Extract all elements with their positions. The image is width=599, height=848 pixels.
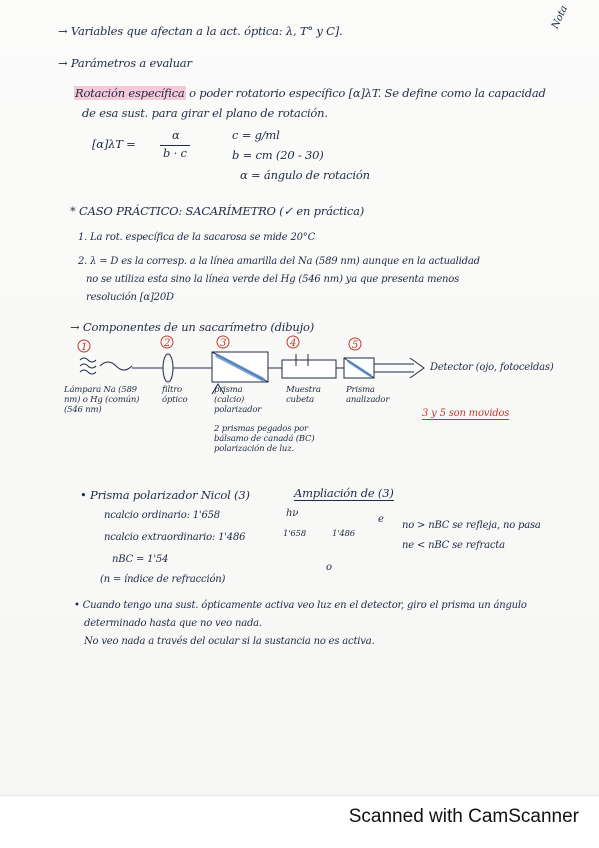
formula-num: α (172, 128, 180, 142)
value-right: 1'486 (332, 529, 355, 539)
formula-lhs: [α]λT = (92, 137, 136, 151)
rotacion-def-text: o poder rotatorio específico [α]λT. Se define como la capacidad (189, 86, 546, 100)
formula-c: c = g/ml (232, 128, 280, 142)
ampliacion-heading: Ampliación de (3) (294, 486, 394, 500)
lamp-symbol (80, 358, 132, 374)
parametros-heading: → Parámetros a evaluar (58, 56, 192, 70)
conclusion-line-3: No veo nada a través del ocular si la sustancia no es activa. (84, 636, 375, 647)
n-definition: (n = índice de refracción) (100, 574, 226, 585)
marker-4-num: 4 (290, 338, 297, 349)
marker-1-num: 1 (81, 342, 88, 353)
n-extraordinario: ncalcio extraordinario: 1'486 (104, 532, 246, 543)
e-label: e (378, 514, 384, 525)
refleja-line-1: no > nBC se refleja, no pasa (402, 520, 541, 531)
caso-title: * CASO PRÁCTICO: SACARÍMETRO (✓ en práctica) (70, 204, 365, 218)
caso-item-2c: resolución [α]20D (86, 292, 174, 303)
arrow-head (410, 358, 424, 378)
marker-2-num: 2 (164, 338, 171, 349)
marker-3-num: 3 (220, 338, 227, 349)
muestra-label: Muestra cubeta (286, 385, 321, 405)
prisma-note: 2 prismas pegados por bálsamo de canadá (BC) polarización de luz. (214, 424, 315, 455)
caso-item-2b: no se utiliza esta sino la línea verde del Hg (546 nm) ya que presenta menos (86, 274, 460, 285)
rotacion-def-line-2: de esa sust. para girar el plano de rotación. (82, 106, 328, 120)
filtro-label: filtro óptico (162, 385, 188, 405)
conclusion-line-2: determinado hasta que no veo nada. (84, 618, 262, 629)
formula-b: b = cm (20 - 30) (232, 148, 324, 162)
sample-cuvette (282, 360, 336, 378)
hv-label: hν (286, 508, 299, 519)
value-left: 1'658 (283, 529, 306, 539)
lampara-label: Lámpara Na (589 nm) o Hg (común) (546 nm) (64, 385, 140, 415)
formula-alpha: α = ángulo de rotación (240, 168, 370, 182)
variables-line: → Variables que afectan a la act. óptica: λ, T° y C]. (58, 24, 343, 38)
caso-item-2a: 2. λ = D es la corresp. a la línea amarilla del Na (589 nm) aunque en la actualidad (78, 256, 480, 267)
prisma-label: prisma (calcio) polarizador (214, 385, 262, 415)
componentes-heading: → Componentes de un sacarímetro (dibujo) (70, 320, 315, 334)
o-label: o (326, 562, 332, 573)
formula-den: b · c (163, 146, 187, 160)
caso-item-1: 1. La rot. específica de la sacarosa se mide 20°C (78, 232, 316, 243)
marker-5-num: 5 (352, 340, 359, 351)
n-ordinario: ncalcio ordinario: 1'658 (104, 510, 220, 521)
conclusion-line-1: • Cuando tengo una sust. ópticamente activa veo luz en el detector, giro el prisma un ángulo (74, 600, 527, 611)
nicol-heading: • Prisma polarizador Nicol (3) (80, 488, 250, 502)
scanner-label: Scanned with CamScanner (348, 806, 579, 827)
scanner-footer (0, 795, 599, 848)
rotacion-term: Rotación específica (75, 86, 185, 100)
n-bc: nBC = 1'54 (112, 554, 169, 565)
detector-label: Detector (ojo, fotoceldas) (430, 362, 554, 373)
corner-note: Nota (549, 4, 571, 31)
movidos-note: 3 y 5 son movidos (422, 408, 510, 419)
filter-lens (163, 354, 173, 382)
refleja-line-2: ne < nBC se refracta (402, 540, 505, 551)
analizador-label: Prisma analizador (346, 385, 390, 405)
numbered-markers (78, 336, 361, 353)
